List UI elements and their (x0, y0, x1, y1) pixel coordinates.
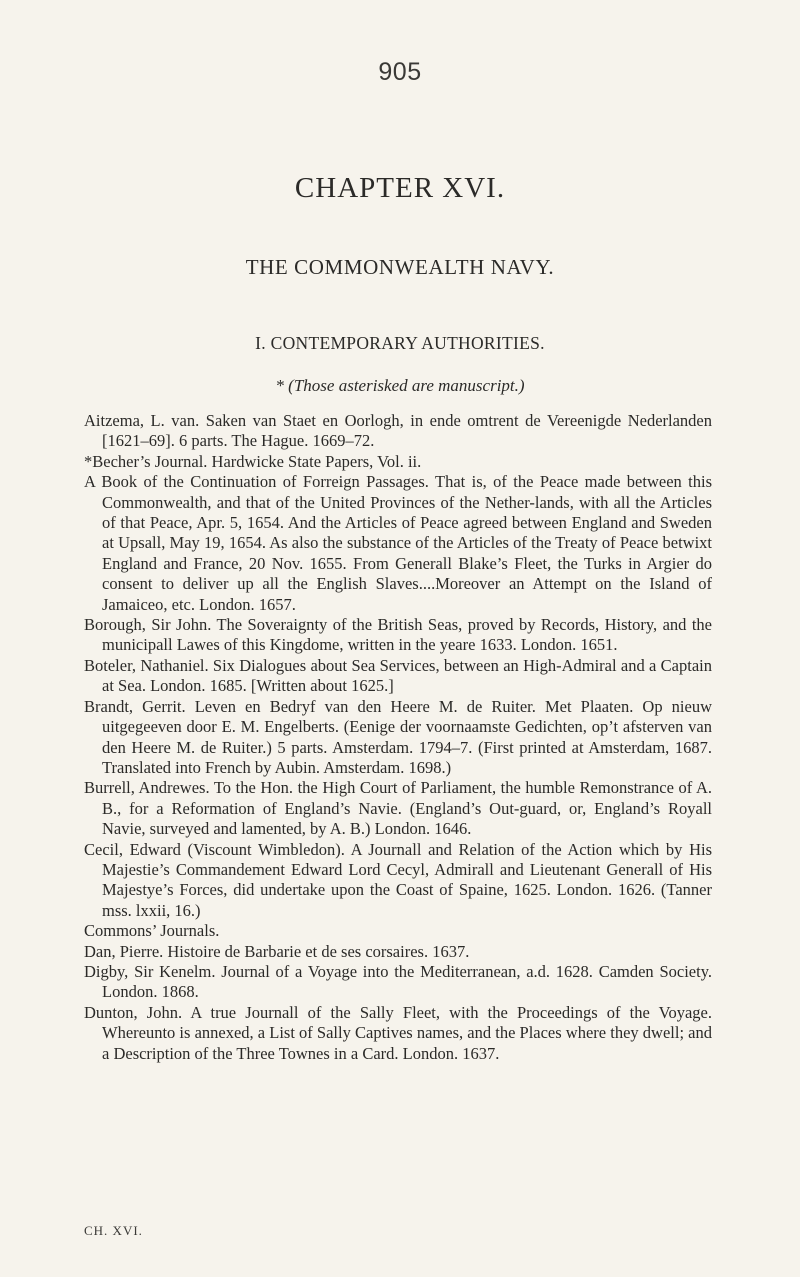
bibliography-entry: A Book of the Continuation of Forreign Passages. That is, of the Peace made between this Commonwealth, and that of the United Provinces of the Nether-lands, with all the Articles of that Peace, Apr. 5, 1654. And the Articles of Peace agreed between England and Sweden at Upsall, May 19, 1654. As also the substance of the Articles of the Treaty of Peace betwixt England and France, 20 Nov. 1655. From Generall Blake’s Fleet, the Turks in Argier do consent to deliver up all the English Slaves....Moreover an Attempt on the Island of Jamaiceo, etc. London. 1657. (84, 472, 712, 614)
bibliography-entry: Commons’ Journals. (84, 921, 220, 941)
subsection-title: I. CONTEMPORARY AUTHORITIES. (255, 333, 545, 353)
bibliography-entry: Burrell, Andrewes. To the Hon. the High Court of Parliament, the humble Remonstrance of A. B., for a Reformation of England’s Navie. (England’s Out-guard, or, England’s Royall Navie, surveyed and lamented, by A. B.) London. 1646. (84, 778, 712, 839)
bibliography-entry: Dunton, John. A true Journall of the Sally Fleet, with the Proceedings of the Voyage. Whereunto is annexed, a List of Sally Captives names, and the Places where they dwell; and a Description of the Three Townes in a Card. London. 1637. (84, 1002, 712, 1063)
chapter-title: CHAPTER XVI. (294, 172, 506, 204)
signature-mark: CH. XVI. (84, 1223, 143, 1238)
bibliography-entry: Aitzema, L. van. Saken van Staet en Oorlogh, in ende omtrent de Vereenigde Nederlanden [1621–69]. 6 parts. The Hague. 1669–72. (84, 411, 712, 451)
bibliography-entry: Boteler, Nathaniel. Six Dialogues about Sea Services, between an High-Admiral and a Captain at Sea. London. 1685. [Written about 1625.] (84, 655, 712, 696)
bibliography-entry: Digby, Sir Kenelm. Journal of a Voyage into the Mediterranean, a.d. 1628. Camden Society. London. 1868. (84, 961, 712, 1002)
section-title: THE COMMONWEALTH NAVY. (245, 255, 555, 279)
bibliography-entry: *Becher’s Journal. Hardwicke State Papers, Vol. ii. (84, 451, 422, 471)
bibliography-entry: Cecil, Edward (Viscount Wimbledon). A Journall and Relation of the Action which by His Majestie’s Commandement Edward Lord Cecyl, Admirall and Lieutenant Generall of His Majestye’s Forces, did undertake upon the Coast of Spaine, 1625. London. 1626. (Tanner mss. lxxii, 16.) (84, 839, 712, 920)
bibliography-entry: Borough, Sir John. The Soveraignty of the British Seas, proved by Records, History, and the municipall Lawes of this Kingdome, written in the yeare 1633. London. 1651. (84, 615, 712, 655)
bibliography-entry: Dan, Pierre. Histoire de Barbarie et de ses corsaires. 1637. (84, 941, 470, 961)
bibliography-entry: Brandt, Gerrit. Leven en Bedryf van den Heere M. de Ruiter. Met Plaaten. Op nieuw uitgegeeven door E. M. Engelberts. (Eenige der voornaamste Gedichten, op’t afsterven van den Heere M. de Ruiter.) 5 parts. Amsterdam. 1794–7. (First printed at Amsterdam, 1687. Translated into French by Aubin. Amsterdam. 1698.) (84, 696, 712, 777)
asterisk-note: * (Those asterisked are manuscript.) (275, 376, 525, 395)
page-number: 905 (378, 58, 422, 86)
bibliography-list (84, 411, 712, 1064)
